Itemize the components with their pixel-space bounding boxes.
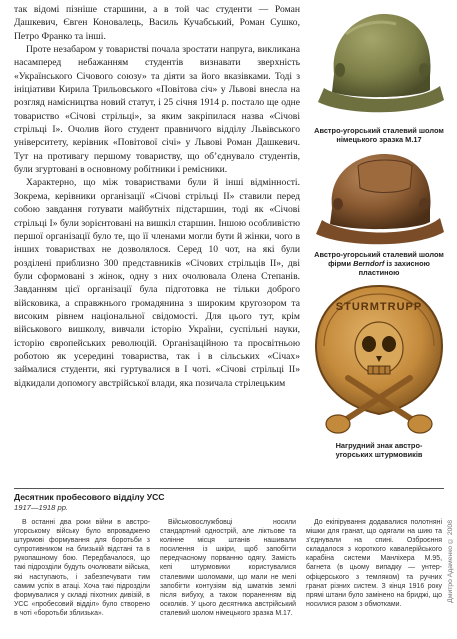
paragraph-1: так відомі пізніше старшини, а в той час студенти — Роман Дашкевич, Євген Коновалець, Василь Кучабський, Роман Сушко, Петро Франко та інші.	[14, 4, 300, 42]
helmet-m17-image	[306, 4, 452, 122]
sidebar-title: Десятник пробесового відділу УСС	[14, 492, 165, 502]
helmet-m17-caption: Австро-угорський сталевий шолом німецького зразка М.17	[314, 126, 444, 144]
sidebar-column-2	[160, 518, 296, 618]
skull-icon	[355, 322, 403, 374]
article-body	[14, 3, 300, 390]
author-credit: Дмитро Адаменко © 2008	[447, 520, 454, 603]
sidebar-dates: 1917—1918 рр.	[14, 503, 69, 512]
badge-inscription: STURMTRUPP	[335, 301, 423, 313]
sidebar-text-3: До екіпірування додавалися полотняні мішки для гранат, що одягали на шию та з’єднували на спині. Озброєння складалося з короткого кавалерійського карабіна системи Манліхера М.95, багнета (в цьому випадку — унтер-офіцерського з темляком) та ручних гранат різних систем. З кінця 1916 року прямі штани було замінено на бриджі, що носилися разом з обмотками.	[306, 519, 442, 608]
helmet-berndorf-caption	[308, 250, 450, 277]
sidebar-column-3	[306, 518, 442, 609]
helmet-berndorf-caption-pre: Австро-угорський сталевий шолом фірми	[314, 250, 444, 268]
helmet-berndorf-caption-post: із захисною пластиною	[358, 259, 430, 277]
paragraph-2: Проте незабаром у товаристві почала зростати напруга, викликана насамперед небажанням студентів визнавати зверхність «Українського Січового союзу» та діяти за його вказівками. Тоді з ініціативи Кирила Трильовського «Повітова січ» у Львові внесла на розгляд намісництва новий статут, і 25 січня 1914 р. постало ще одне товариство «Січові стрільці», за яким закріпилася назва «Січові стрільці I». Очолив його студент правничого відділу Львівського університету, керівник «Повітової січі» у Львові Роман Дашкевич. Тут на противагу першому товариству, що об’єднувало студентів, були згуртовані в основному робітники і ремісники.	[14, 44, 300, 176]
helmet-berndorf-image	[306, 148, 452, 248]
sidebar-text-1: В останні два роки війни в австро-угорському війську було впроваджено штурмові формування для боротьби з супротивником на близькій відстані та в рукопашному бою. Передбачалося, що такі підрозділи будуть очолювати військa, які наступають, і забезпечувати тим самим успіх в атаці. Хоча такі підрозділи формувалися у складі піхотних дивізій, в УСС «пробесовий відділ» було створено в чоті «боротьби зблизька».	[14, 519, 150, 617]
helmet-berndorf-brand: Berndorf	[353, 259, 385, 268]
paragraph-3: Характерно, що між товариствами були й інші відмінності. Зокрема, керівники організації «Січові стрільці II» ставили перед собою завдання готувати майбутніх підстаршин, тоді як «Січові стрільці I» були зорієнтовані на вишкіл старшин. Іншою особливістю першої організації було те, що її членами могли бути й жінки, чого в інших товариствах не дозволялося. Серед 10 чот, на які були розділені приблизно 300 представників «Січових стрільців II», дві були сформовані з жінок, одну з них очолювала Олена Степанів. Завданням цієї організації була підготовка не тільки доброго війсковика, а справжнього громадянина з широким кругозором та високим рівнем національної свідомості. Для цього тут, крім військового вишколу, вивчали історію України, суспільні науки, історію європейських революцій. Організаційною та просвітньою роботою як усередині товариства, так і в сільських «Січах» займалися студенти, які гуртувалися в I чоті. «Січові стрільці II» відкидали допомогу австрійської влади, яка позичала стрілецьким	[14, 177, 300, 389]
sidebar-text-2: Військовослужбовці носили стандартний однострій, але ліктьове та колінне місця штанів нашивали посилення із шкіри, щоб запобігти передчасному порванню одягу. Замість кепі штурмовики користувалися сталевими шоломами, що мали не мелі запобігти контузіям від шматків землі після вибуху, а також пораненням від осколків. У цього десятника австрійський сталевий шолом німецького зразка М.17.	[160, 519, 296, 617]
sidebar-column-1	[14, 518, 150, 618]
section-divider	[14, 488, 444, 489]
badge-caption: Нагрудний знак австро-угорських штурмовиків	[335, 441, 423, 459]
sturmtrupp-badge-image	[306, 282, 452, 436]
